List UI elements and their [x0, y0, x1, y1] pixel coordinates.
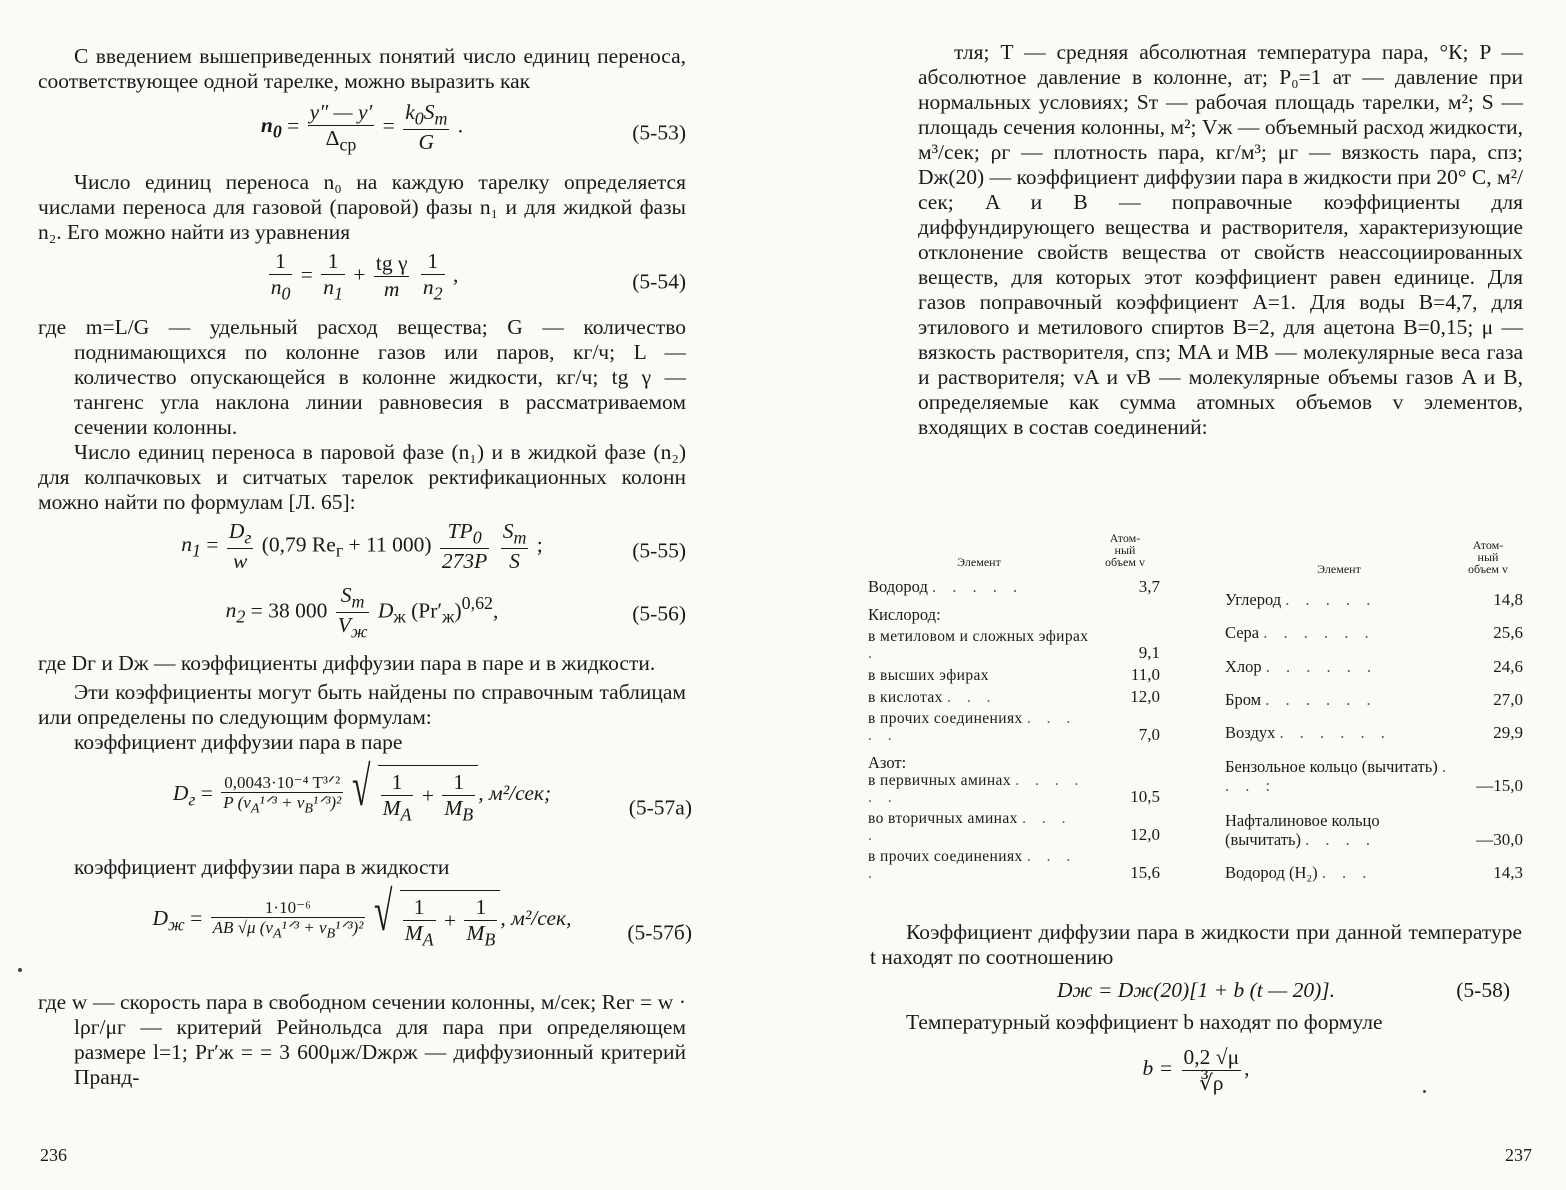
leader-dots: . . . . . . [1265, 656, 1378, 676]
right-lower-column [870, 920, 1522, 1125]
element-name: в прочих соединениях [868, 848, 1023, 865]
formula-label: коэффициент диффузии пара в жидкости [74, 855, 450, 879]
element-name: в метиловом и сложных эфирах [868, 628, 1089, 645]
table-row [868, 624, 1160, 662]
element-name: в первичных аминах [868, 772, 1011, 789]
table-row [868, 844, 1160, 882]
atomic-volume-value: 14,3 [1493, 863, 1523, 882]
element-name: во вторичных аминах [868, 810, 1018, 827]
table-left [868, 520, 1160, 882]
element-name: Нафталиновое кольцо (вычитать) [1225, 810, 1380, 849]
paragraph: Эти коэффициенты могут быть найдены по справочным таблицам или определены по следующим формулам: [38, 680, 686, 729]
element-name: Бензольное кольцо (вычитать) [1225, 757, 1438, 777]
atomic-volume-value: 3,7 [1138, 577, 1160, 596]
definition-paragraph: где Dг и Dж — коэффициенты диффузии пара в паре и в жидкости. [38, 651, 656, 675]
element-name: в прочих соединениях [868, 710, 1023, 727]
column-header: Атом- ный объем v [1105, 531, 1145, 569]
table-row [868, 806, 1160, 844]
atomic-volume-value [1090, 596, 1160, 624]
equation-number: (5-54) [632, 269, 686, 294]
right-column [918, 40, 1566, 440]
definition-paragraph: где w — скорость пара в свободном сечении колонны, м/сек; Reг = w · lρг/μг — критерий Рейнольдса для пара при определяющем размере l=1; Pr′ж = = 3 600μж/Dжρж — диффузионный критерий Пранд- [38, 990, 686, 1089]
atomic-volume-value: —15,0 [1476, 776, 1523, 796]
table-row [1225, 709, 1523, 742]
column-header: Элемент [1317, 562, 1361, 577]
table-right [1225, 520, 1523, 882]
element-name: в кислотах [868, 689, 943, 706]
atomic-volume-value: —30,0 [1476, 829, 1523, 849]
equation-number: (5-53) [632, 120, 686, 145]
element-name: Водород [868, 577, 928, 596]
atomic-volume-value [1090, 744, 1160, 772]
page-number: 236 [40, 1145, 67, 1165]
column-header: Атом- ный объем v [1468, 538, 1508, 577]
scan-speck [18, 968, 22, 972]
table-row [1225, 795, 1523, 848]
atomic-volume-value: 12,0 [1130, 825, 1160, 844]
leader-dots: . . . . . [931, 577, 1024, 596]
atomic-volume-table [868, 520, 1523, 882]
fraction: $\frac{y'' — y'}{\Delta_{ср}}$ [309, 100, 373, 155]
element-name: Хлор [1225, 656, 1262, 676]
equation-number: (5-56) [632, 601, 686, 626]
fraction: $\frac{k_0S_т}{G}$ [405, 100, 448, 154]
equation-5-57b: $D_ж$ = $\frac{\text{1·10⁻⁶}}{AB √\mu (v_A^1ᐟ^3 + v_B^1ᐟ^3)^2}$ √ $\frac{1}{M_A}$ + $\frac{1}{M_B}$ , м²/сек, (5-57б) [152, 881, 692, 950]
element-name: Азот: [868, 753, 907, 772]
equation-5-53: $n_0$ = $\frac{y'' — y'}{\Delta_{ср}}$ = $\frac{k_0S_т}{G}$ . (5-53) [260, 100, 686, 155]
table-row [1225, 676, 1523, 709]
leader-dots: . . . . . . [1279, 723, 1391, 743]
table-row [868, 744, 1160, 772]
square-root: √ $\frac{1}{M_A}$ + $\frac{1}{M_B}$ [352, 765, 479, 825]
paragraph: тля; T — средняя абсолютная температура пара, °К; P — абсолютное давление в колонне, ат; P₀=1 ат — давление при нормальных условиях; Sт — рабочая площадь тарелки, м²; S — площадь сечения колонны, м²; Vж — объемный расход жидкости, м³/сек; ρг — плотность пара, кг/м³; μг — вязкость пара, спз; Dж(20) — коэффициент диффузии пара в жидкости при 20° С, м²/сек; A и B — поправочные коэффициенты для диффундирующего вещества и растворителя, характеризующие отклонение свойств вещества от свойств неассоциированных веществ, для которых этот коэффициент равен единице. Для газов поправочный коэффициент A=1. Для воды B=4,7, для этилового и метилового спиртов B=2, для ацетона B=0,15; μ — вязкость растворителя, спз; MA и MB — молекулярные веса газа и растворителя; vA и vB — молекулярные объемы газов A и B, определяемые как сумма атомных объемов v элементов, входящих в состав соединений: [918, 40, 1523, 439]
table-row [1225, 849, 1523, 883]
leader-dots: . . . . . [868, 710, 1077, 744]
table-row [1225, 642, 1523, 675]
table-row [868, 772, 1160, 806]
atomic-volume-value: 15,6 [1130, 863, 1160, 882]
leader-dots: . . . . [868, 810, 1072, 844]
leader-dots: . . . : [1225, 757, 1453, 796]
atomic-volume-value: 14,8 [1493, 589, 1523, 609]
leader-dots: . [868, 645, 878, 662]
leader-dots: . . . . . . [1263, 623, 1375, 643]
element-name: Углерод [1225, 589, 1282, 609]
element-name: Бром [1225, 690, 1262, 710]
paragraph: С введением вышеприведенных понятий число единиц переноса, соответствующее одной тарелке, можно выразить как [38, 44, 686, 93]
table-row [1225, 575, 1523, 608]
atomic-volume-value: 29,9 [1493, 723, 1523, 743]
equation-5-56: $n_2 = 38$ 000 $\frac{S_т}{V_ж}$ $D_ж$ $(Pr'_ж)^{0,62}$, (5-56) [225, 583, 686, 642]
leader-dots: . . . . . . [1265, 690, 1377, 710]
table-row [868, 706, 1160, 744]
scan-speck [1423, 1090, 1426, 1093]
table-row [868, 684, 1160, 706]
equation-number: (5-57а) [628, 795, 692, 820]
leader-dots: . . . . [1305, 829, 1377, 849]
formula-label: коэффициент диффузии пара в паре [74, 730, 403, 754]
paragraph: Температурный коэффициент b находят по формуле [906, 1010, 1383, 1034]
equation-b: b = $\frac{0,2 √\mu}{∛\rho}$ , [1142, 1045, 1250, 1095]
equation-number: (5-58) [1456, 978, 1510, 1002]
leader-dots: . . . [947, 689, 997, 706]
atomic-volume-value: 12,0 [1130, 687, 1160, 706]
atomic-volume-value: 11,0 [1130, 665, 1160, 684]
column-header: Элемент [957, 555, 1001, 569]
square-root: √ $\frac{1}{M_A}$ + $\frac{1}{M_B}$ [374, 890, 501, 950]
element-name: Воздух [1225, 723, 1276, 743]
atomic-volume-value: 25,6 [1493, 623, 1523, 643]
equation-5-57a: $D_г$ = $\frac{\text{0,0043·10⁻⁴ T³ᐟ²}}{P (v_A^1ᐟ^3 + v_B^1ᐟ^3)^2}$ √ $\frac{1}{M_A}$ + $\frac{1}{M_B}$ , м²/сек; (5-57а) [172, 756, 692, 825]
left-column [38, 44, 692, 1090]
table-row [868, 662, 1160, 684]
leader-dots: . . . . . [1285, 589, 1377, 609]
equation-number: (5-55) [632, 538, 686, 563]
paragraph: Коэффициент диффузии пара в жидкости при данной температуре t находят по соотношению [870, 920, 1522, 969]
equation-5-54: $\frac{1}{n_0}$ = $\frac{1}{n_1}$ + $\frac{\text{tg γ}}{m}$ $\frac{1}{n_2}$ , (5-54) [270, 249, 686, 304]
table-row [868, 596, 1160, 624]
equation-5-58: Dж = Dж(20)[1 + b (t — 20)]. (5-58) [870, 970, 1522, 1010]
table-row [868, 568, 1160, 596]
atomic-volume-value: 7,0 [1138, 725, 1160, 744]
definition-paragraph: где m=L/G — удельный расход вещества; G — количество поднимающихся по колонне газов или паров, кг/ч; L — количество опускающейся в колонне жидкости, кг/ч; tg γ — тангенс угла наклона линии равновесия в рассматриваемом сечении колонны. [38, 315, 686, 439]
atomic-volume-value: 10,5 [1130, 787, 1160, 806]
equation-5-55: $n_1$ = $\frac{D_г}{w}$ (0,79 $Re_г + 11$ 000) $\frac{TP_0}{273P}$ $\frac{S_т}{S}$ ; (5-55) [181, 519, 686, 573]
page-right [783, 0, 1566, 1190]
atomic-volume-value: 27,0 [1493, 690, 1523, 710]
atomic-volume-value: 24,6 [1493, 656, 1523, 676]
element-name: в высших эфирах [868, 667, 989, 684]
leader-dots: . . . . . . [868, 772, 1085, 806]
element-name: Водород (H₂) [1225, 863, 1318, 882]
element-name: Сера [1225, 623, 1260, 643]
leader-dots: . . . . [868, 848, 1077, 882]
leader-dots: . . . [1321, 863, 1373, 882]
atomic-volume-value: 9,1 [1138, 643, 1160, 662]
element-name: Кислород: [868, 605, 941, 624]
paragraph: Число единиц переноса в паровой фазе (n₁) и в жидкой фазе (n₂) для колпачковых и ситчатых тарелок ректификационных колонн можно найти по формулам [Л. 65]: [38, 440, 686, 514]
paragraph: Число единиц переноса n₀ на каждую тарелку определяется числами переноса для газовой (паровой) фазы n₁ и для жидкой фазы n₂. Его можно найти из уравнения [38, 170, 686, 244]
table-row [1225, 609, 1523, 642]
table-row [1225, 742, 1523, 795]
equation-number: (5-57б) [627, 920, 692, 945]
page-number: 237 [1505, 1145, 1532, 1165]
